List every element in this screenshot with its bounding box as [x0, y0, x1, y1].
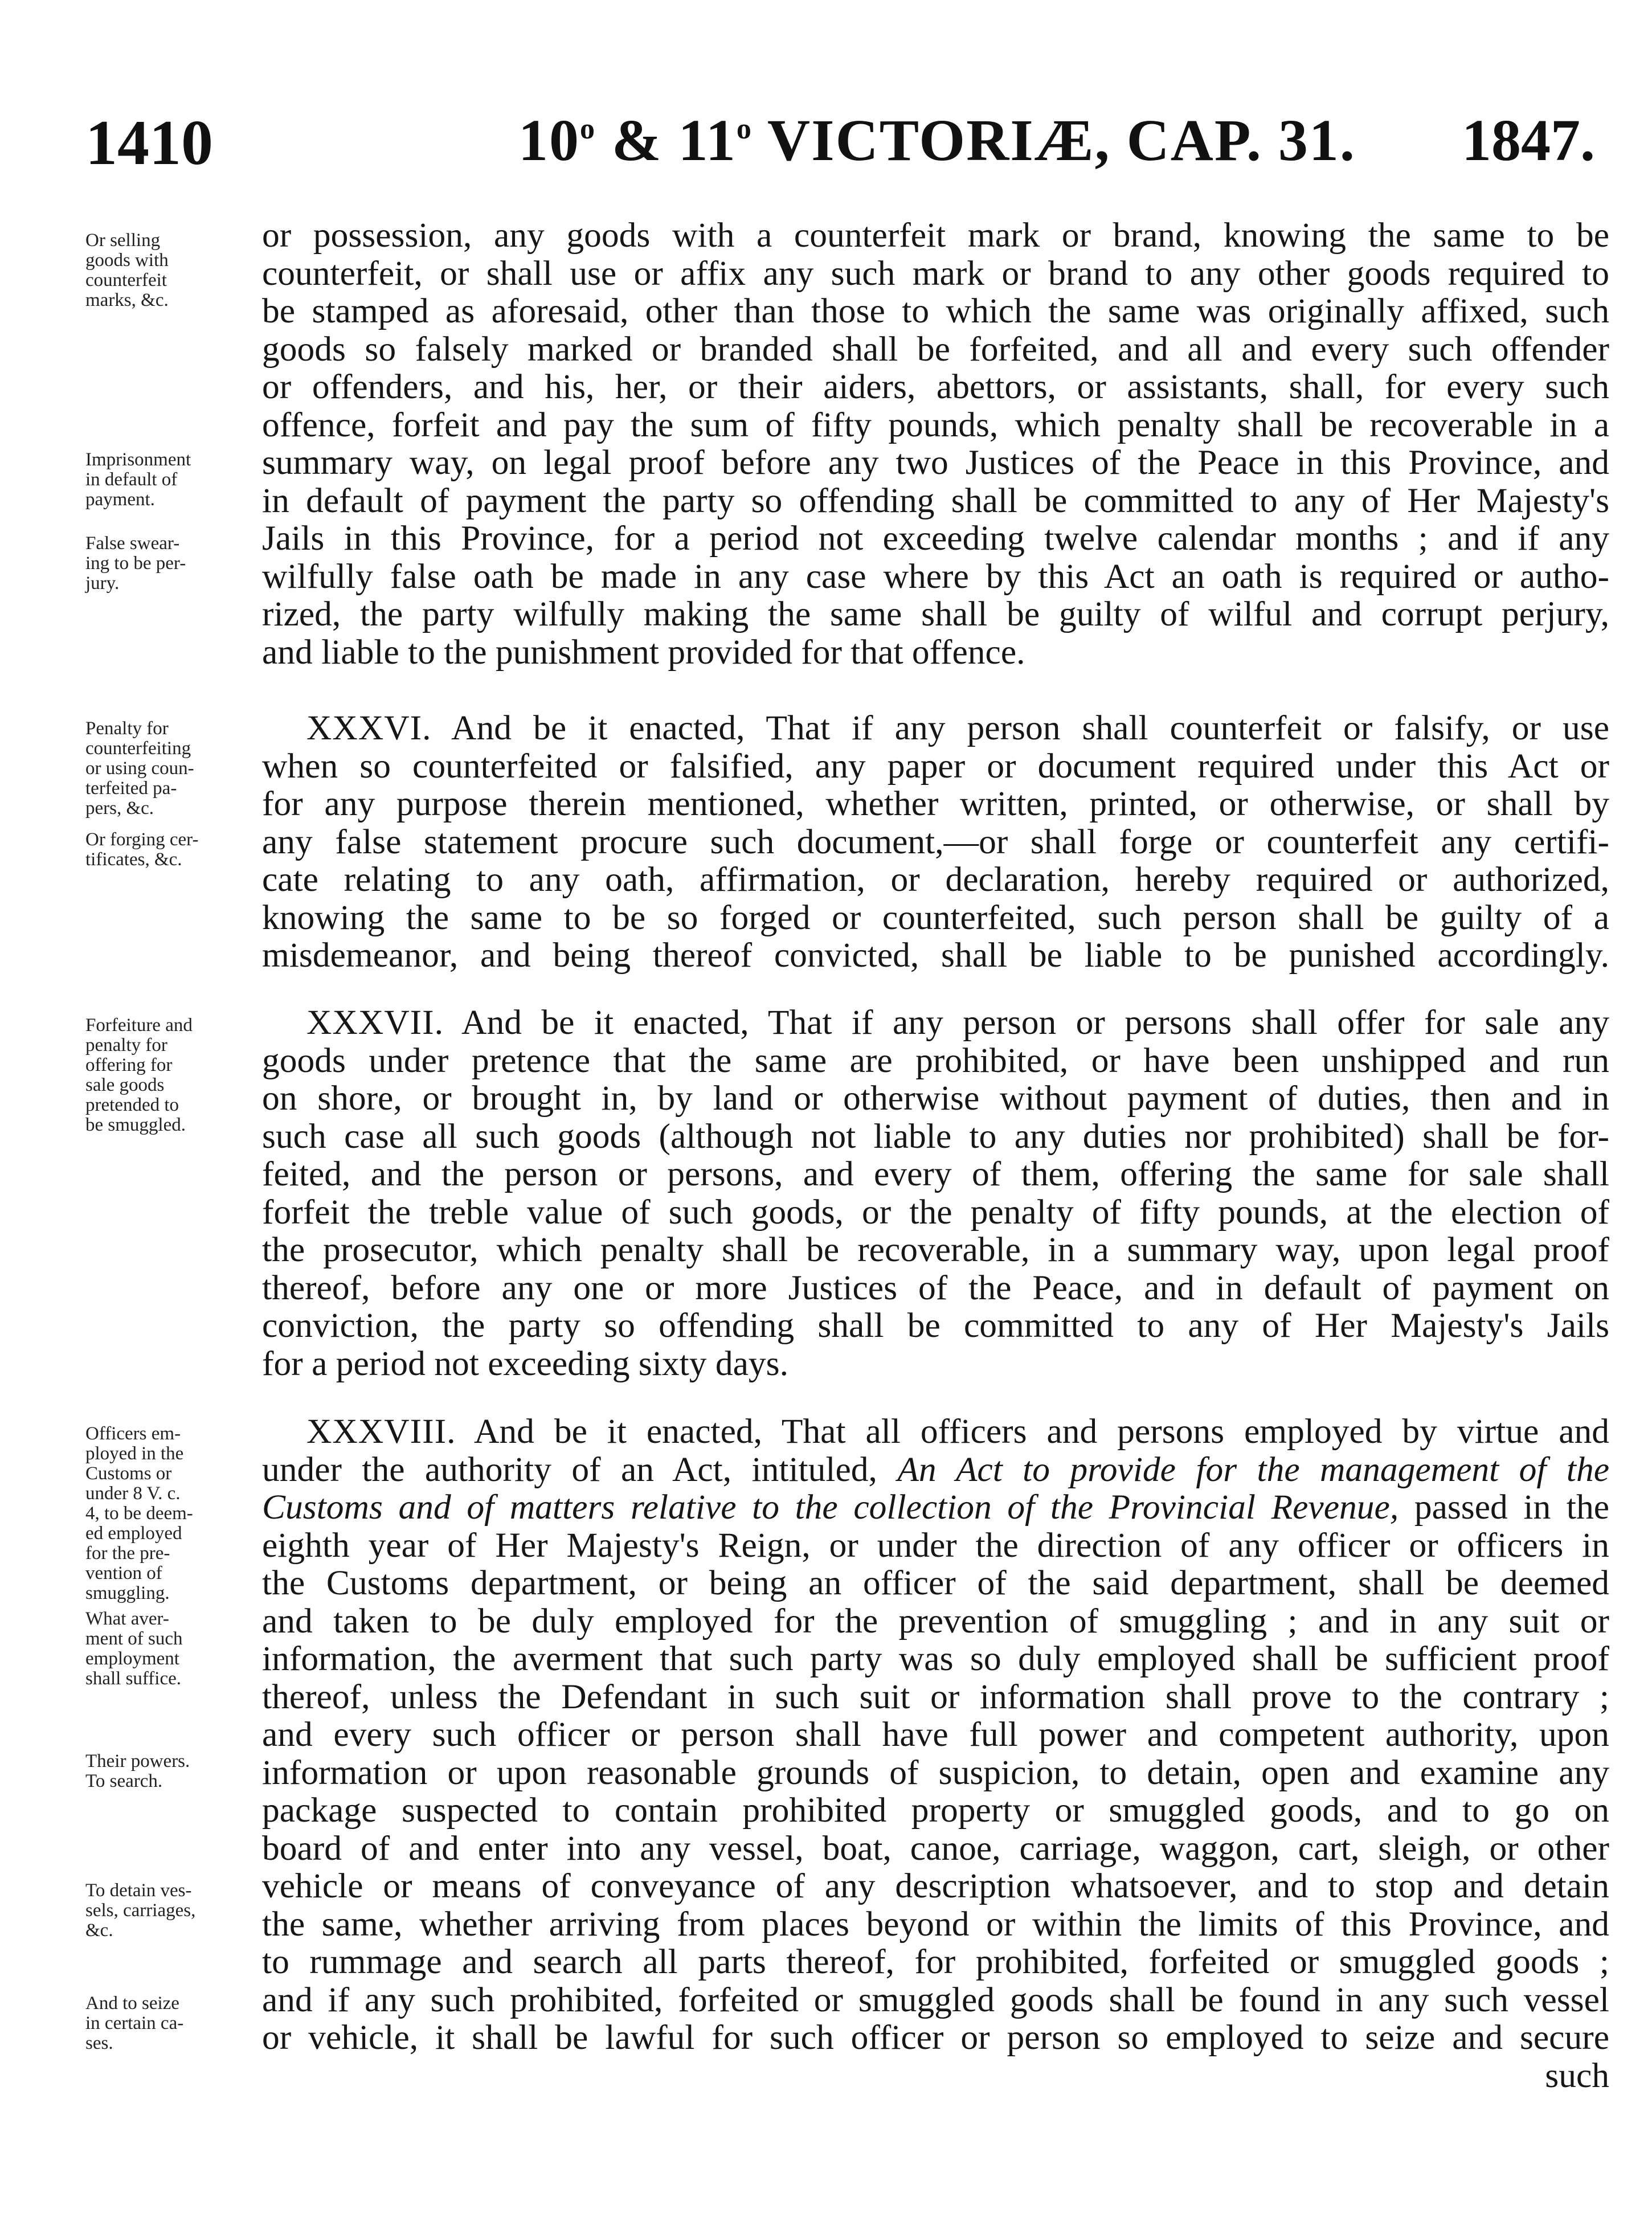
margin-note: False swear- ing to be per- jury.	[85, 533, 186, 594]
regnal-year-11: & 11	[596, 108, 737, 173]
text-line: conviction, the party so offending shall be committed to any of Her Majesty's Jails	[262, 1307, 1609, 1345]
section-number: XXXVII.	[306, 1004, 444, 1042]
text-line: and if any such prohibited, forfeited or smuggled goods shall be found in any such vessel	[262, 1981, 1609, 2019]
margin-note: Forfeiture and penalty for offering for sale goods pretended to be smuggled.	[85, 1015, 193, 1135]
text-line: be stamped as aforesaid, other than those to which the same was originally affixed, such	[262, 292, 1609, 330]
section-xxxvi	[262, 709, 1609, 975]
margin-note: Or selling goods with counterfeit marks, &c.	[85, 230, 169, 310]
text-line: and liable to the punishment provided for that offence.	[262, 633, 1025, 671]
text-line: on shore, or brought in, by land or otherwise without payment of duties, then and in	[262, 1079, 1609, 1118]
text-line: the prosecutor, which penalty shall be recoverable, in a summary way, upon legal proof	[262, 1231, 1609, 1269]
text-line: Jails in this Province, for a period not exceeding twelve calendar months ; and if any	[262, 519, 1609, 558]
text-line: such case all such goods (although not liable to any duties nor prohibited) shall be for-	[262, 1117, 1609, 1155]
text-line: rized, the party wilfully making the same shall be guilty of wilful and corrupt perjury,	[262, 595, 1609, 633]
act-title: VICTORIÆ, CAP. 31.	[752, 108, 1356, 173]
text-line: the same, whether arriving from places beyond or within the limits of this Province, and	[262, 1905, 1609, 1943]
section-xxxvii	[262, 1004, 1609, 1382]
section-first-line: XXXVII. And be it enacted, That if any person or persons shall offer for sale any	[306, 1004, 1609, 1042]
page-number: 1410	[85, 108, 213, 178]
text-line: summary way, on legal proof before any two Justices of the Peace in this Province, and	[262, 444, 1609, 482]
ordinal-mark: o	[736, 113, 753, 145]
text-line: or vehicle, it shall be lawful for such officer or person so employed to seize and secure	[262, 2019, 1609, 2057]
text-line: when so counterfeited or falsified, any paper or document required under this Act or	[262, 747, 1609, 785]
text-line: any false statement procure such document,—or shall forge or counterfeit any certifi-	[262, 823, 1609, 861]
text-line: feited, and the person or persons, and every of them, offering the same for sale shall	[262, 1155, 1609, 1193]
text-line: thereof, unless the Defendant in such suit or information shall prove to the contrary ;	[262, 1677, 1609, 1716]
text-line: and taken to be duly employed for the prevention of smuggling ; and in any suit or	[262, 1602, 1609, 1640]
text-line: knowing the same to be so forged or counterfeited, such person shall be guilty of a	[262, 898, 1609, 936]
text-line: information or upon reasonable grounds of suspicion, to detain, open and examine any	[262, 1753, 1609, 1791]
text-line: for a period not exceeding sixty days.	[262, 1344, 788, 1382]
margin-note: Their powers. To search.	[85, 1751, 190, 1791]
act-title-italic: Customs and of matters relative to the collection of the Provincial Revenue,	[262, 1488, 1399, 1527]
text-line: in default of payment the party so offending shall be committed to any of Her Majesty's	[262, 481, 1609, 519]
margin-note: What aver- ment of such employment shall suffice.	[85, 1609, 183, 1689]
text-line: eighth year of Her Majesty's Reign, or under the direction of any officer or officers in	[262, 1526, 1609, 1564]
text-line: forfeit the treble value of such goods, or the penalty of fifty pounds, at the election of	[262, 1193, 1609, 1231]
margin-note: And to seize in certain ca- ses.	[85, 1993, 184, 2053]
section-first-line: XXXVIII. And be it enacted, That all officers and persons employed by virtue and	[306, 1413, 1609, 1451]
section-number: XXXVI.	[306, 709, 432, 747]
text-line: for any purpose therein mentioned, whether written, printed, or otherwise, or shall by	[262, 785, 1609, 823]
text-line: information, the averment that such party was so duly employed shall be sufficient proof	[262, 1640, 1609, 1678]
text-line: misdemeanor, and being thereof convicted, shall be liable to be punished accordingly.	[262, 936, 1609, 975]
text-line: or offenders, and his, her, or their aiders, abettors, or assistants, shall, for every such	[262, 368, 1609, 406]
text-line: thereof, before any one or more Justices of the Peace, and in default of payment on	[262, 1269, 1609, 1307]
act-title-italic: An Act to provide for the management of the	[897, 1450, 1609, 1488]
text-line: under the authority of an Act, intituled, An Act to provide for the management of the	[262, 1450, 1609, 1488]
text-line: cate relating to any oath, affirmation, or declaration, hereby required or authorized,	[262, 861, 1609, 899]
text-line: goods so falsely marked or branded shall be forfeited, and all and every such offender	[262, 330, 1609, 368]
regnal-year-10: 10	[518, 108, 580, 173]
section-continuation	[262, 216, 1609, 671]
text-line: offence, forfeit and pay the sum of fifty pounds, which penalty shall be recoverable in a	[262, 406, 1609, 444]
text-line: and every such officer or person shall have full power and competent authority, upon	[262, 1716, 1609, 1754]
text-line: or possession, any goods with a counterfeit mark or brand, knowing the same to be	[262, 216, 1609, 255]
year: 1847.	[1462, 108, 1595, 173]
text-line: board of and enter into any vessel, boat, canoe, carriage, waggon, cart, sleigh, or other	[262, 1829, 1609, 1867]
text-line: package suspected to contain prohibited property or smuggled goods, and to go on	[262, 1791, 1609, 1830]
margin-note: Penalty for counterfeiting or using coun- terfeited pa- pers, &c.	[85, 718, 194, 819]
text-line: counterfeit, or shall use or affix any such mark or brand to any other goods required to	[262, 254, 1609, 292]
margin-note: Or forging cer- tificates, &c.	[85, 829, 199, 870]
ordinal-mark: o	[580, 113, 596, 145]
text-line: Customs and of matters relative to the collection of the Provincial Revenue, passed in the	[262, 1488, 1609, 1527]
text-line: the Customs department, or being an officer of the said department, shall be deemed	[262, 1564, 1609, 1602]
running-title	[518, 108, 1356, 173]
running-header	[85, 108, 1595, 191]
section-first-line: XXXVI. And be it enacted, That if any person shall counterfeit or falsify, or use	[306, 709, 1609, 747]
margin-note: Officers em- ployed in the Customs or under 8 V. c. 4, to be deem- ed employed for the pre- vention of smuggling.	[85, 1423, 193, 1603]
margin-note: Imprisonment in default of payment.	[85, 449, 191, 510]
text-line: vehicle or means of conveyance of any description whatsoever, and to stop and detain	[262, 1867, 1609, 1905]
margin-note: To detain ves- sels, carriages, &c.	[85, 1880, 196, 1941]
catchword: such	[1545, 2056, 1609, 2094]
text-line: goods under pretence that the same are prohibited, or have been unshipped and run	[262, 1041, 1609, 1079]
text-line: wilfully false oath be made in any case where by this Act an oath is required or autho-	[262, 557, 1609, 595]
section-xxxviii	[262, 1413, 1609, 2094]
text-line: to rummage and search all parts thereof, for prohibited, forfeited or smuggled goods ;	[262, 1943, 1609, 1981]
section-number: XXXVIII.	[306, 1413, 456, 1451]
